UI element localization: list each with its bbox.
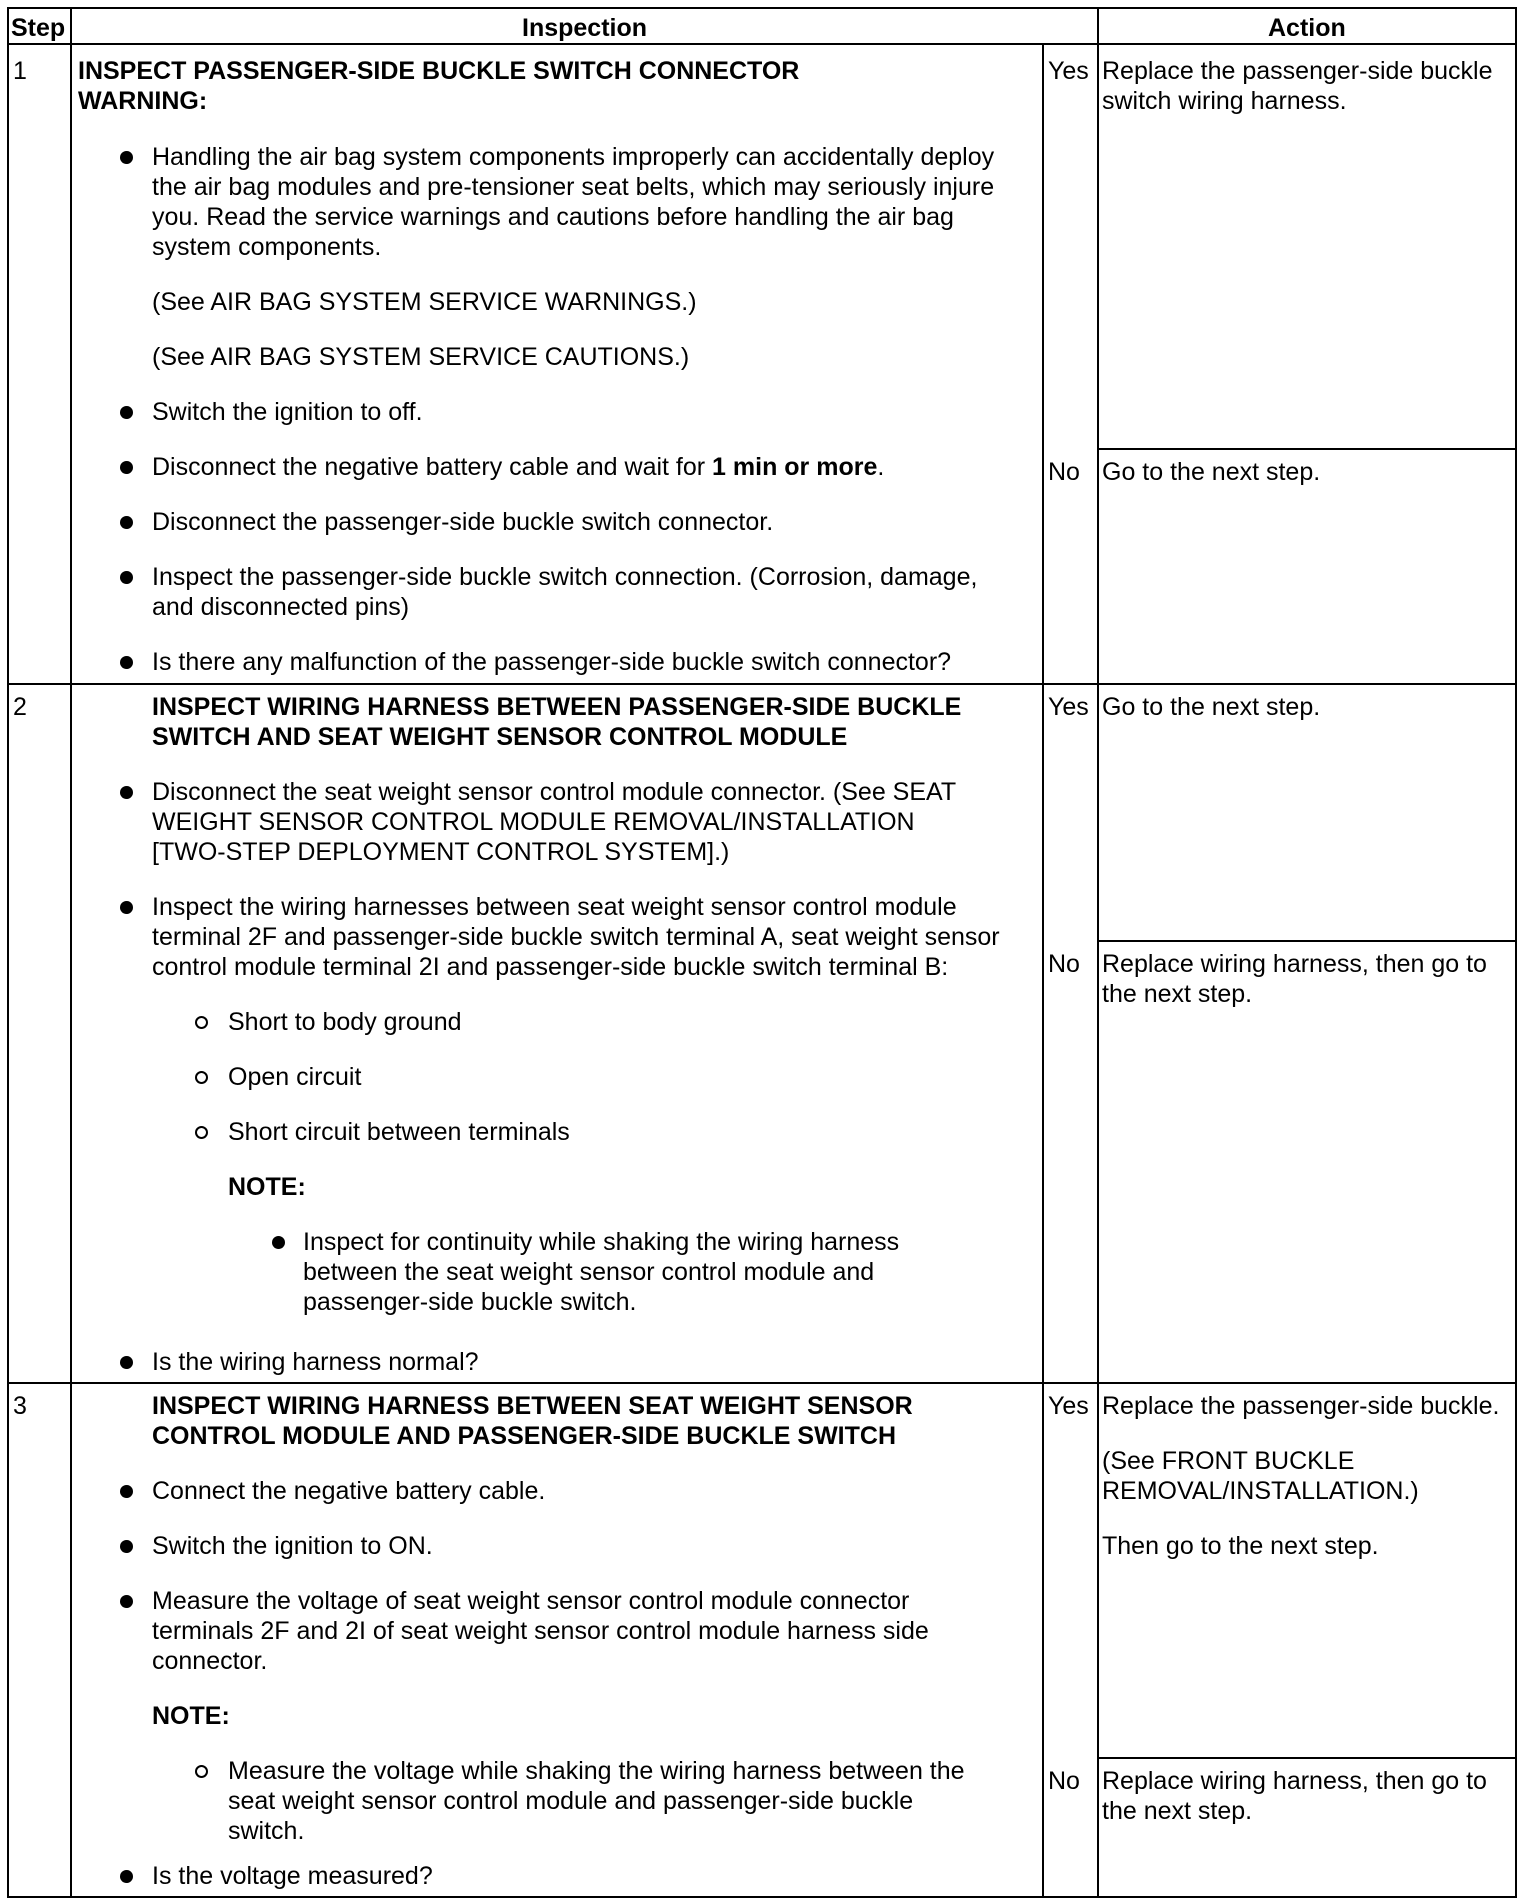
bullet-icon xyxy=(120,571,133,584)
step-2-number: 2 xyxy=(13,693,27,721)
warning-text-line: the air bag modules and pre-tensioner seat belts, which may seriously injure xyxy=(152,173,995,201)
step-2-note-text-line: between the seat weight sensor control module and xyxy=(303,1258,875,1286)
action-column-divider xyxy=(1097,7,1099,1898)
yes-no-column-divider xyxy=(1042,43,1044,1898)
step-1-yes-action-line: switch wiring harness. xyxy=(1102,87,1347,115)
sub-bullet-icon xyxy=(195,1016,208,1029)
step-3-question: Is the voltage measured? xyxy=(152,1862,433,1890)
table-border-bottom xyxy=(7,1896,1517,1898)
step-3-note-text-line: seat weight sensor control module and passenger-side buckle xyxy=(228,1787,914,1815)
step-2-no-action-line: Replace wiring harness, then go to xyxy=(1102,950,1487,978)
table-border-left xyxy=(7,7,9,1898)
step-2-question: Is the wiring harness normal? xyxy=(152,1348,479,1376)
step-3-yes-action-see-line: REMOVAL/INSTALLATION.) xyxy=(1102,1477,1419,1505)
bullet-icon xyxy=(120,1595,133,1608)
step-3-title-line: CONTROL MODULE AND PASSENGER-SIDE BUCKLE SWITCH xyxy=(152,1422,896,1450)
see-warnings-reference: (See AIR BAG SYSTEM SERVICE WARNINGS.) xyxy=(152,288,697,316)
step-2-sub-item: Short circuit between terminals xyxy=(228,1118,570,1146)
step-2-title-line: INSPECT WIRING HARNESS BETWEEN PASSENGER-SIDE BUCKLE xyxy=(152,693,962,721)
yes-no-divider-2 xyxy=(1097,940,1517,942)
row-divider-1 xyxy=(7,683,1517,685)
step-2-bullet-disconnect-line: WEIGHT SENSOR CONTROL MODULE REMOVAL/INSTALLATION xyxy=(152,808,915,836)
step-2-title-line: SWITCH AND SEAT WEIGHT SENSOR CONTROL MODULE xyxy=(152,723,848,751)
step-2-note-label: NOTE: xyxy=(228,1173,306,1201)
step-3-bullet-connect: Connect the negative battery cable. xyxy=(152,1477,546,1505)
sub-bullet-icon xyxy=(195,1126,208,1139)
step-1-number: 1 xyxy=(13,57,27,85)
bullet-icon xyxy=(120,1540,133,1553)
bullet-icon xyxy=(120,1485,133,1498)
step-1-question: Is there any malfunction of the passenger-side buckle switch connector? xyxy=(152,648,952,676)
warning-text-line: system components. xyxy=(152,233,382,261)
step-1-bullet-inspect-line: Inspect the passenger-side buckle switch connection. (Corrosion, damage, xyxy=(152,563,978,591)
bullet-icon xyxy=(120,516,133,529)
step-2-bullet-disconnect-line: [TWO-STEP DEPLOYMENT CONTROL SYSTEM].) xyxy=(152,838,730,866)
step-2-bullet-inspect-line: terminal 2F and passenger-side buckle switch terminal A, seat weight sensor xyxy=(152,923,1000,951)
step-1-no-label: No xyxy=(1048,458,1080,486)
sub-bullet-icon xyxy=(195,1765,208,1778)
table-border-top xyxy=(7,7,1517,9)
step-2-note-text-line: Inspect for continuity while shaking the wiring harness xyxy=(303,1228,900,1256)
step-3-bullet-measure-line: Measure the voltage of seat weight sensor control module connector xyxy=(152,1587,910,1615)
step-2-bullet-inspect-line: Inspect the wiring harnesses between seat weight sensor control module xyxy=(152,893,957,921)
warning-text-line: Handling the air bag system components improperly can accidentally deploy xyxy=(152,143,995,171)
step-3-yes-label: Yes xyxy=(1048,1392,1089,1420)
see-cautions-reference: (See AIR BAG SYSTEM SERVICE CAUTIONS.) xyxy=(152,343,690,371)
header-action: Action xyxy=(1268,14,1346,42)
step-3-bullet-ignition: Switch the ignition to ON. xyxy=(152,1532,433,1560)
header-divider xyxy=(7,43,1517,45)
yes-no-divider-1 xyxy=(1097,448,1517,450)
step-3-no-action-line: the next step. xyxy=(1102,1797,1253,1825)
step-2-no-action-line: the next step. xyxy=(1102,980,1253,1008)
yes-no-divider-3 xyxy=(1097,1757,1517,1759)
table-border-right xyxy=(1515,7,1517,1898)
step-1-yes-action-line: Replace the passenger-side buckle xyxy=(1102,57,1493,85)
bullet-icon xyxy=(120,461,133,474)
step-3-note-label: NOTE: xyxy=(152,1702,230,1730)
bullet-icon xyxy=(120,786,133,799)
step-1-bullet-disconnect: Disconnect the passenger-side buckle switch connector. xyxy=(152,508,774,536)
step-2-yes-label: Yes xyxy=(1048,693,1089,721)
step-3-number: 3 xyxy=(13,1392,27,1420)
bullet-icon xyxy=(120,406,133,419)
step-2-bullet-inspect-line: control module terminal 2I and passenger-side buckle switch terminal B: xyxy=(152,953,949,981)
step-3-yes-action-see-line: (See FRONT BUCKLE xyxy=(1102,1447,1355,1475)
step-3-bullet-measure-line: connector. xyxy=(152,1647,268,1675)
bullet-icon xyxy=(272,1236,285,1249)
step-3-no-action-line: Replace wiring harness, then go to xyxy=(1102,1767,1487,1795)
bullet-icon xyxy=(120,151,133,164)
step-2-sub-item: Short to body ground xyxy=(228,1008,462,1036)
step-1-warning-label: WARNING: xyxy=(78,87,208,115)
header-inspection: Inspection xyxy=(522,14,648,42)
bullet-icon xyxy=(120,1356,133,1369)
bullet-icon xyxy=(120,656,133,669)
step-1-title: INSPECT PASSENGER-SIDE BUCKLE SWITCH CONNECTOR xyxy=(78,57,800,85)
step-3-no-label: No xyxy=(1048,1767,1080,1795)
step-3-yes-action-replace: Replace the passenger-side buckle. xyxy=(1102,1392,1500,1420)
step-2-bullet-disconnect-line: Disconnect the seat weight sensor control module connector. (See SEAT xyxy=(152,778,957,806)
step-column-divider xyxy=(70,7,72,1898)
step-1-no-action: Go to the next step. xyxy=(1102,458,1321,486)
step-1-yes-label: Yes xyxy=(1048,57,1089,85)
step-2-sub-item: Open circuit xyxy=(228,1063,362,1091)
step-1-bullet-ignition: Switch the ignition to off. xyxy=(152,398,423,426)
step-2-note-text-line: passenger-side buckle switch. xyxy=(303,1288,637,1316)
row-divider-2 xyxy=(7,1382,1517,1384)
step-1-bullet-inspect-line: and disconnected pins) xyxy=(152,593,410,621)
bullet-icon xyxy=(120,1870,133,1883)
step-3-yes-action-then: Then go to the next step. xyxy=(1102,1532,1379,1560)
step-3-note-text-line: Measure the voltage while shaking the wiring harness between the xyxy=(228,1757,965,1785)
step-1-bullet-battery: Disconnect the negative battery cable and wait for 1 min or more. xyxy=(152,453,885,481)
step-2-no-label: No xyxy=(1048,950,1080,978)
step-3-bullet-measure-line: terminals 2F and 2I of seat weight sensor control module harness side xyxy=(152,1617,929,1645)
bullet-icon xyxy=(120,901,133,914)
header-step: Step xyxy=(11,14,66,42)
step-3-title-line: INSPECT WIRING HARNESS BETWEEN SEAT WEIGHT SENSOR xyxy=(152,1392,913,1420)
step-2-yes-action: Go to the next step. xyxy=(1102,693,1321,721)
sub-bullet-icon xyxy=(195,1071,208,1084)
warning-text-line: you. Read the service warnings and cautions before handling the air bag xyxy=(152,203,954,231)
step-3-note-text-line: switch. xyxy=(228,1817,305,1845)
